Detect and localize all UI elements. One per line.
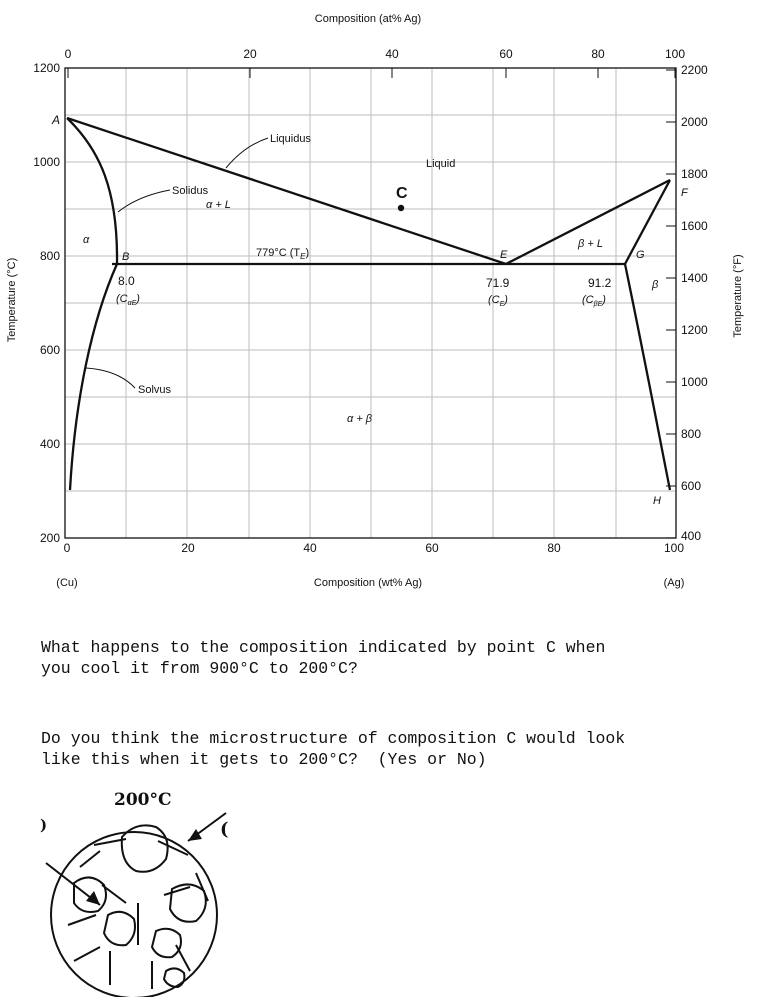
solidus-label: Solidus <box>172 185 209 197</box>
micrograph-circle <box>51 832 217 997</box>
right-tick-label: 1000 <box>681 375 708 389</box>
alpha-plus-beta-label: α + β <box>347 413 373 425</box>
liquidus-line-right <box>506 180 670 264</box>
solidus-line-alpha <box>67 118 117 264</box>
top-tick-label: 100 <box>664 47 686 61</box>
right-tick-label: 2000 <box>681 115 708 129</box>
point-label-a: A <box>52 113 61 127</box>
right-tick-label: 1400 <box>681 271 708 285</box>
left-tick-label: 1200 <box>33 61 60 75</box>
g-composition-value: 91.2 <box>588 276 612 290</box>
right-axis-ticks <box>666 70 676 538</box>
beta-region-label: β <box>652 279 659 291</box>
top-tick-label: 80 <box>591 47 605 61</box>
point-label-f: F <box>681 187 688 199</box>
liquidus-label: Liquidus <box>270 133 311 145</box>
point-label-c: C <box>396 185 408 202</box>
top-axis-title: Composition (at% Ag) <box>314 13 422 25</box>
copper-endmember-label: (Cu) <box>56 577 78 589</box>
bottom-tick-label: 0 <box>63 541 71 555</box>
right-tick-label: 1800 <box>681 167 708 181</box>
microstructure-sketch <box>40 775 230 997</box>
point-label-h: H <box>653 495 661 507</box>
eutectic-lamellae <box>68 839 208 989</box>
micrograph-temperature-label: 200°C <box>114 790 172 810</box>
solvus-line-alpha <box>70 264 117 490</box>
top-tick-label: 20 <box>243 47 257 61</box>
question-cooling: What happens to the composition indicated by point C when you cool it from 900°C to 200°C? <box>41 638 606 678</box>
left-axis-title: Temperature (°C) <box>6 257 18 343</box>
solvus-line-beta <box>625 264 670 490</box>
left-tick-label: 600 <box>39 343 60 357</box>
point-label-g: G <box>636 249 645 261</box>
top-tick-label: 0 <box>64 47 72 61</box>
top-tick-label: 40 <box>385 47 399 61</box>
beta-plus-liquid-label: β + L <box>578 238 603 250</box>
e-composition-symbol: $(C_E)$ <box>488 294 508 308</box>
alpha-region-label: α <box>83 234 90 246</box>
left-tick-label: 800 <box>39 249 60 263</box>
left-tick-label: 200 <box>39 531 60 545</box>
left-tick-label: 1000 <box>33 155 60 169</box>
bottom-tick-label: 20 <box>181 541 195 555</box>
alpha-plus-liquid-label: α + L <box>206 199 231 211</box>
right-axis-title: Temperature (°F) <box>732 254 744 338</box>
point-label-b: B <box>122 251 130 263</box>
right-tick-label: 600 <box>681 479 702 493</box>
solvus-label: Solvus <box>138 384 172 396</box>
g-composition-symbol: $(C_{\beta E})$ <box>582 294 606 308</box>
point-label-e: E <box>500 249 508 261</box>
liquidus-leader <box>226 138 268 168</box>
silver-endmember-label: (Ag) <box>663 577 685 589</box>
bottom-tick-label: 100 <box>663 541 685 555</box>
bottom-tick-label: 40 <box>303 541 317 555</box>
top-tick-label: 60 <box>499 47 513 61</box>
solvus-leader <box>86 368 135 388</box>
question-microstructure: Do you think the microstructure of composition C would look like this when it gets to 200°C? (Yes or No) <box>41 729 626 769</box>
bottom-tick-label: 60 <box>425 541 439 555</box>
liquid-region-label: Liquid <box>426 158 456 170</box>
right-tick-label: 1600 <box>681 219 708 233</box>
right-tick-label: 400 <box>681 529 702 543</box>
bottom-tick-label: 80 <box>547 541 561 555</box>
left-tick-label: 400 <box>39 437 60 451</box>
right-tick-label: 800 <box>681 427 702 441</box>
eutectic-temperature-label: 779°C $(T_E)$ <box>256 247 310 261</box>
b-composition-symbol: $(C_{\alpha E})$ <box>116 293 140 307</box>
e-composition-value: 71.9 <box>486 276 510 290</box>
point-c-marker <box>398 205 404 211</box>
b-composition-value: 8.0 <box>118 274 135 288</box>
right-tick-label: 2200 <box>681 63 708 77</box>
bottom-axis-title: Composition (wt% Ag) <box>313 577 423 589</box>
micrograph-right-mark: ( <box>220 819 229 840</box>
right-tick-label: 1200 <box>681 323 708 337</box>
micrograph-side-letter: ) <box>40 816 48 834</box>
